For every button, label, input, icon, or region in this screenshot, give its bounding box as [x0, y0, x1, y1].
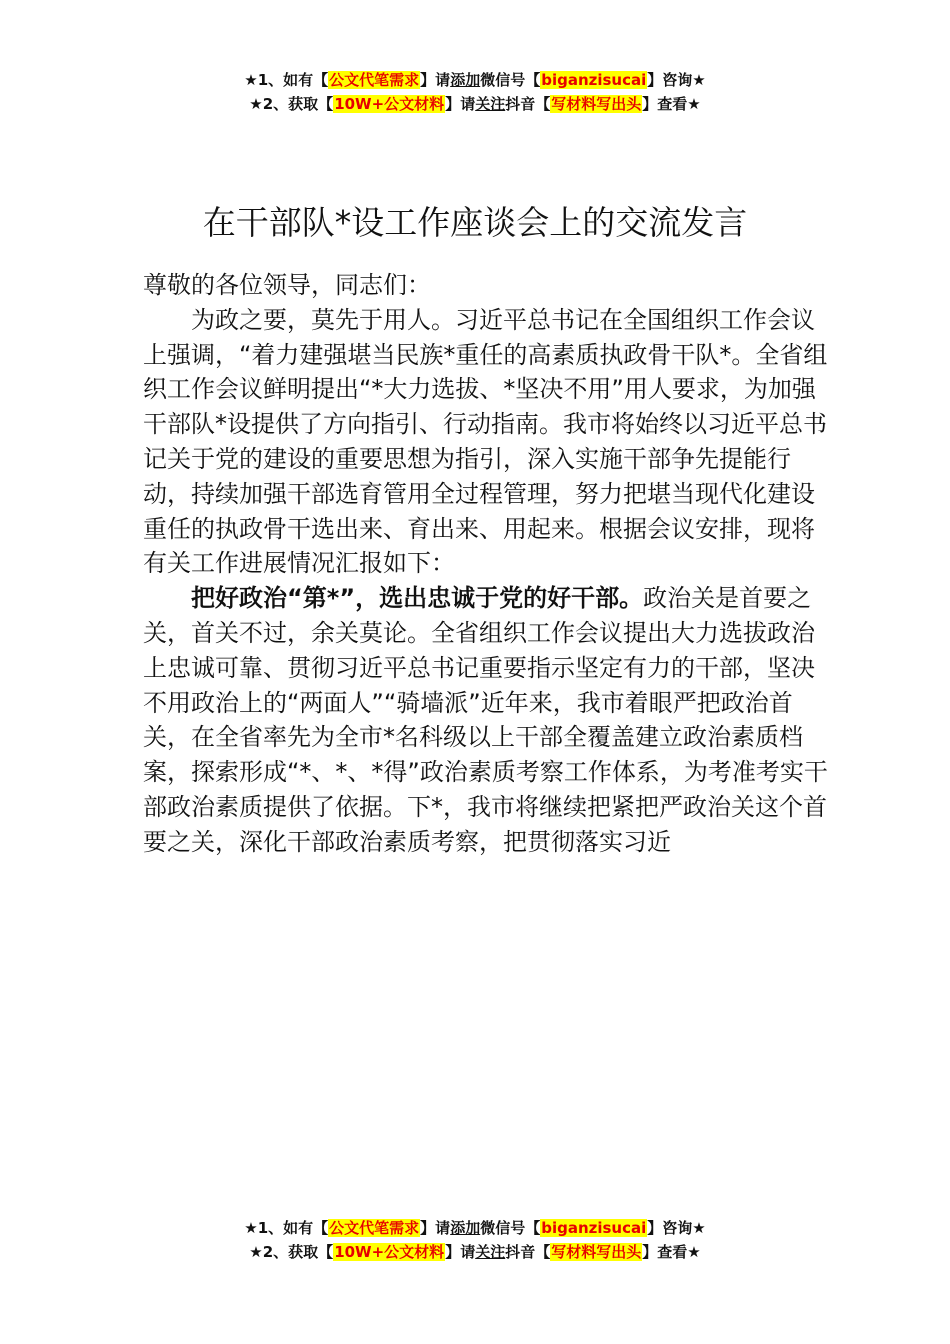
banner-highlight: 公文代笔需求: [329, 71, 420, 89]
paragraph-intro: 为政之要，莫先于用人。习近平总书记在全国组织工作会议上强调，“着力建强堪当民族*重任的高素质执政骨干队*。全省组织工作会议鲜明提出“*大力选拔、*坚决不用”用人要求，为加强干部队*设提供了方向指引、行动指南。我市将始终以习近平总书记关于党的建设的重要思想为指引，深入实施干部争先提能行动，持续加强干部选育管用全过程管理，努力把堪当现代化建设重任的执政骨干选出来、育出来、用起来。根据会议安排，现将有关工作进展情况汇报如下：: [143, 305, 828, 578]
banner-highlight: 10W+公文材料: [334, 1243, 445, 1261]
banner-douyin-id: 写材料写出头: [551, 1243, 642, 1261]
document-body: [143, 268, 833, 860]
paragraph-political: [143, 581, 833, 859]
banner-wechat-id: biganzisucai: [541, 71, 647, 89]
banner-highlight: 10W+公文材料: [334, 95, 445, 113]
banner-line-2: ★2、获取【10W+公文材料】请关注抖音【写材料写出头】查看★: [249, 1243, 701, 1261]
header-banner: [0, 68, 950, 116]
document-title: 在干部队*设工作座谈会上的交流发言: [202, 203, 748, 243]
banner-wechat-id: biganzisucai: [541, 1219, 647, 1237]
paragraph-text: 政治关是首要之关，首关不过，余关莫论。全省组织工作会议提出大力选拔政治上忠诚可靠、贯彻习近平总书记重要指示坚定有力的干部，坚决不用政治上的“两面人”“骑墙派”近年来，我市着眼严把政治首关，在全省率先为全市*名科级以上干部全覆盖建立政治素质档案，探索形成“*、*、*得”政治素质考察工作体系，为考准考实干部政治素质提供了依据。下*，我市将继续把紧把严政治关这个首要之关，深化干部政治素质考察，把贯彻落实习近: [143, 584, 828, 856]
banner-line-2: ★2、获取【10W+公文材料】请关注抖音【写材料写出头】查看★: [249, 95, 701, 113]
footer-banner: [0, 1216, 950, 1264]
banner-highlight: 公文代笔需求: [329, 1219, 420, 1237]
banner-line-1: ★1、如有【公文代笔需求】请添加微信号【biganzisucai】咨询★: [244, 1219, 706, 1237]
banner-douyin-id: 写材料写出头: [551, 95, 642, 113]
paragraph-heading: 把好政治“第*”，选出忠诚于党的好干部。: [191, 584, 644, 613]
salutation: 尊敬的各位领导，同志们：: [143, 271, 431, 299]
banner-line-1: ★1、如有【公文代笔需求】请添加微信号【biganzisucai】咨询★: [244, 71, 706, 89]
